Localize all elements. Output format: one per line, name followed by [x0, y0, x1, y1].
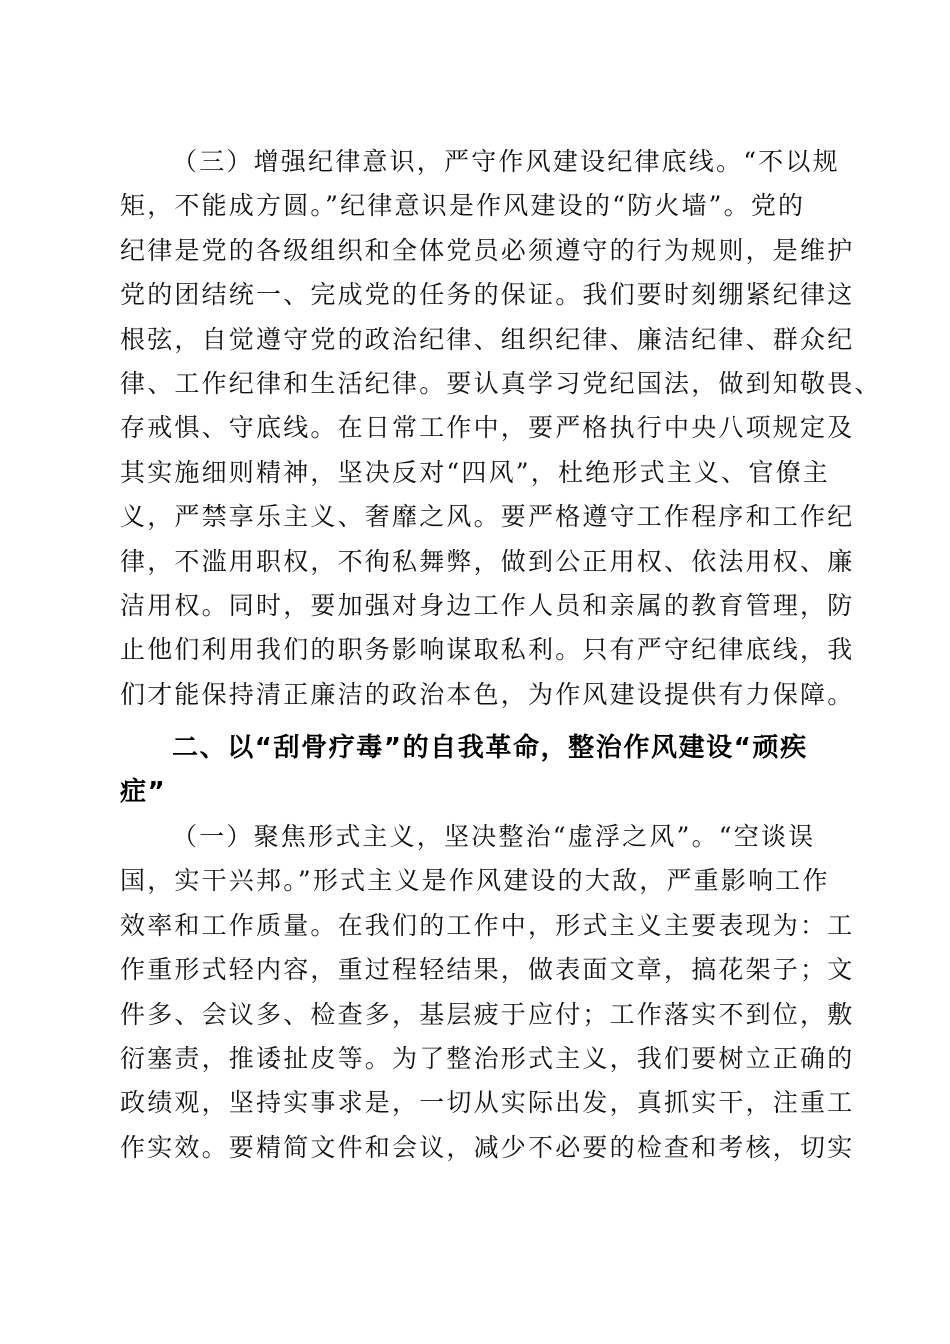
paragraph-line: 矩，不能成方圆。”纪律意识是作风建设的“防火墙”。党的: [120, 191, 806, 221]
paragraph-line: 作重形式轻内容，重过程轻结果，做表面文章，搞花架子；文: [120, 955, 855, 985]
paragraph-line: 其实施细则精神，坚决反对“四风”，杜绝形式主义、官僚主: [120, 457, 830, 487]
paragraph-line: 洁用权。同时，要加强对身边工作人员和亲属的教育管理，防: [120, 590, 855, 620]
section-one-paragraph: [120, 815, 855, 1170]
paragraph-line: 律，不滥用职权，不徇私舞弊，做到公正用权、依法用权、廉: [120, 546, 855, 576]
paragraph-line: 律、工作纪律和生活纪律。要认真学习党纪国法，做到知敬畏、: [120, 368, 882, 398]
paragraph-line: 党的团结统一、完成党的任务的保证。我们要时刻绷紧纪律这: [120, 280, 855, 310]
paragraph-line: （一）聚焦形式主义，坚决整治“虚浮之风”。“空谈误: [172, 822, 816, 851]
paragraph-line: 国，实干兴邦。”形式主义是作风建设的大敌，严重影响工作: [120, 866, 830, 896]
paragraph-line: 止他们利用我们的职务影响谋取私利。只有严守纪律底线，我: [120, 635, 855, 665]
paragraph-line: 衍塞责，推诿扯皮等。为了整治形式主义，我们要树立正确的: [120, 1043, 855, 1073]
paragraph-line: 件多、会议多、检查多，基层疲于应付；工作落实不到位，敷: [120, 999, 855, 1029]
paragraph-line: 作实效。要精简文件和会议，减少不必要的检查和考核，切实: [120, 1132, 855, 1162]
heading-line: 二、以“刮骨疗毒”的自我革命，整治作风建设“顽疾: [172, 733, 808, 763]
section-three-paragraph: [120, 140, 882, 717]
paragraph-line: 们才能保持清正廉洁的政治本色，为作风建设提供有力保障。: [120, 679, 855, 709]
paragraph-line: 存戒惧、守底线。在日常工作中，要严格执行中央八项规定及: [120, 413, 855, 443]
paragraph-line: （三）增强纪律意识，严守作风建设纪律底线。“不以规: [172, 147, 840, 176]
paragraph-line: 义，严禁享乐主义、奢靡之风。要严格遵守工作程序和工作纪: [120, 502, 855, 532]
paragraph-line: 政绩观，坚持实事求是，一切从实际出发，真抓实干，注重工: [120, 1088, 855, 1118]
heading-line: 症”: [120, 777, 167, 808]
paragraph-line: 效率和工作质量。在我们的工作中，形式主义主要表现为：工: [120, 910, 855, 940]
part-two-heading: [120, 726, 840, 815]
paragraph-line: 根弦，自觉遵守党的政治纪律、组织纪律、廉洁纪律、群众纪: [120, 324, 855, 354]
paragraph-line: 纪律是党的各级组织和全体党员必须遵守的行为规则，是维护: [120, 235, 855, 265]
